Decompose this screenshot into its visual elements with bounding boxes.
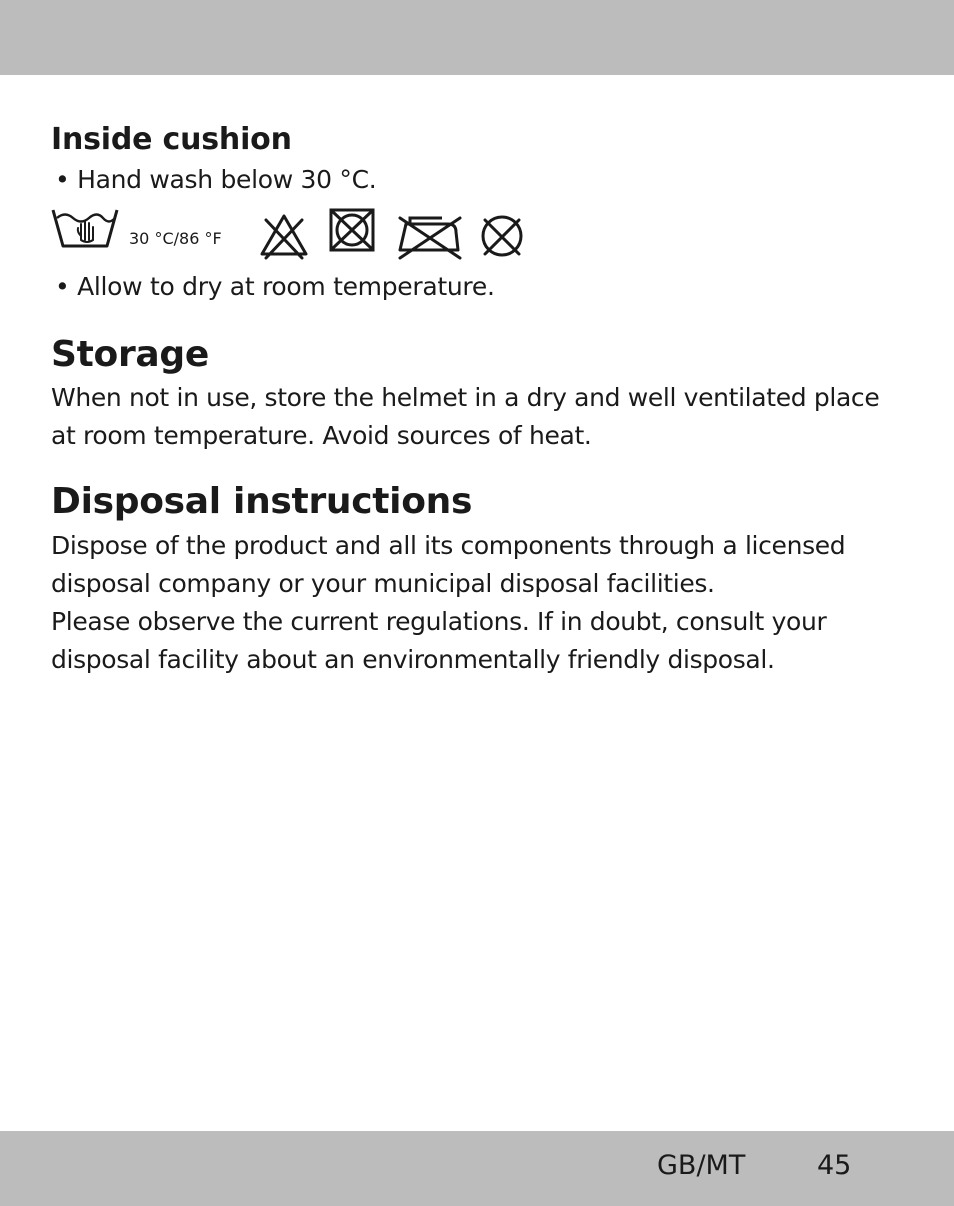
header-band — [0, 0, 954, 75]
disposal-paragraph-1 — [51, 527, 845, 603]
hand-wash-icon — [51, 206, 119, 252]
do-not-dry-clean-icon — [477, 212, 527, 260]
disposal-paragraph-2 — [51, 603, 826, 679]
hand-wash-bullet: • Hand wash below 30 °C. — [55, 165, 377, 194]
inside-cushion-heading: Inside cushion — [51, 122, 292, 157]
footer-band — [0, 1131, 954, 1206]
do-not-bleach-icon — [258, 212, 310, 260]
storage-paragraph — [51, 379, 879, 455]
disposal-line: disposal company or your municipal disposal facilities. — [51, 569, 715, 598]
storage-line: When not in use, store the helmet in a dry and well ventilated place — [51, 383, 880, 412]
storage-line: at room temperature. Avoid sources of heat. — [51, 421, 592, 450]
storage-heading: Storage — [51, 334, 210, 375]
disposal-line: Dispose of the product and all its components through a licensed — [51, 531, 846, 560]
disposal-line: Please observe the current regulations. If in doubt, consult your — [51, 607, 827, 636]
page-number: 45 — [817, 1150, 852, 1181]
disposal-heading: Disposal instructions — [51, 481, 473, 522]
wash-temperature-label: 30 °C/86 °F — [129, 229, 222, 248]
disposal-line: disposal facility about an environmentally friendly disposal. — [51, 645, 775, 674]
footer-language-code: GB/MT — [657, 1150, 746, 1181]
do-not-iron-icon — [394, 210, 464, 262]
dry-bullet: • Allow to dry at room temperature. — [55, 272, 495, 301]
care-symbols-row — [51, 206, 531, 262]
do-not-tumble-dry-icon — [327, 206, 377, 254]
